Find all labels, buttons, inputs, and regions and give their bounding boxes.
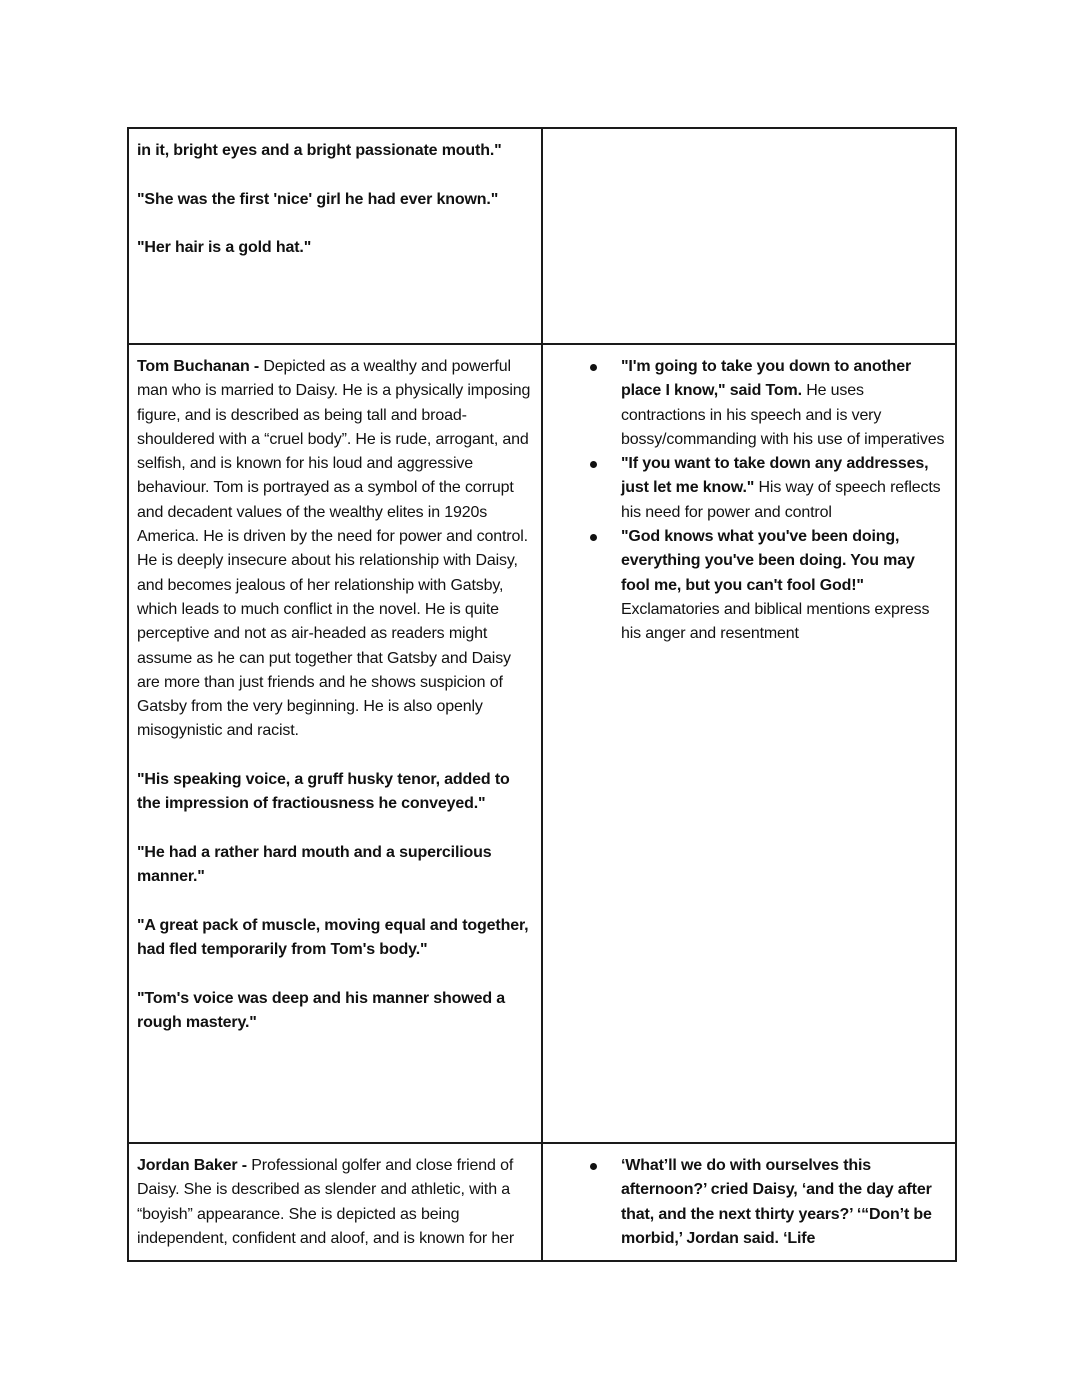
quote: "She was the first 'nice' girl he had ever known." xyxy=(137,190,499,208)
dialogue-analysis-cell xyxy=(542,128,956,344)
dialogue-quote: "If you want to take down any addresses, just let me know." xyxy=(621,455,929,497)
character-name: Jordan Baker - xyxy=(137,1157,247,1174)
cell-content xyxy=(137,1154,533,1258)
quote: in it, bright eyes and a bright passionate mouth." xyxy=(137,142,502,159)
bullet-icon xyxy=(590,461,597,468)
dialogue-list xyxy=(551,355,947,647)
cell-content xyxy=(551,1154,947,1258)
character-name: Tom Buchanan - xyxy=(137,358,260,375)
table-row-tom-buchanan xyxy=(128,344,956,1143)
character-description-cell xyxy=(128,344,542,1143)
character-analysis-table xyxy=(127,127,957,1262)
list-item xyxy=(621,452,947,525)
dialogue-analysis: He uses contractions in his speech and is very bossy/commanding with his use of imperatives xyxy=(621,382,945,448)
quote: "Her hair is a gold hat." xyxy=(137,239,312,257)
dialogue-analysis-cell xyxy=(542,344,956,1143)
dialogue-analysis: Exclamatories and biblical mentions express his anger and resentment xyxy=(621,600,930,643)
list-item xyxy=(621,1154,947,1251)
character-description-cell xyxy=(128,1143,542,1261)
table-row-daisy-continued xyxy=(128,128,956,344)
quote: "He had a rather hard mouth and a supercilious manner." xyxy=(137,843,492,886)
list-item xyxy=(621,355,947,452)
character-description-cell xyxy=(128,128,542,344)
bullet-icon xyxy=(590,1163,597,1170)
bullet-icon xyxy=(590,364,597,371)
dialogue-analysis: His way of speech reflects his need for power and control xyxy=(621,479,941,521)
description-text: Depicted as a wealthy and powerful man who is married to Daisy. He is a physically imposing figure, and is described as being tall and broad-shouldered with a “cruel body”. He is rude, arrogant, and selfish, and is known for his loud and aggressive behaviour. Tom is portrayed as a symbol of the corrupt and decadent values of the wealthy elites in 1920s America. He is driven by the need for power and control. He is deeply insecure about his relationship with Daisy, and becomes jealous of her relationship with Gatsby, which leads to much conflict in the novel. He is quite perceptive and not as air-headed as readers might assume as he can put together that Gatsby and Daisy are more than just friends and he shows suspicion of Gatsby from the very beginning. He is also openly misogynistic and racist. xyxy=(137,358,531,740)
dialogue-quote: ‘What’ll we do with ourselves this afternoon?’ cried Daisy, ‘and the day after that, and the next thirty years?’ ‘“Don’t be morbid,’ Jordan said. ‘Life xyxy=(621,1157,932,1247)
character-description xyxy=(137,1154,533,1251)
quote: "His speaking voice, a gruff husky tenor, added to the impression of fractiousness he conveyed." xyxy=(137,771,510,813)
quote: "Tom's voice was deep and his manner showed a rough mastery." xyxy=(137,989,506,1032)
dialogue-analysis-cell xyxy=(542,1143,956,1261)
quote: "A great pack of muscle, moving equal and together, had fled temporarily from Tom's body." xyxy=(137,916,529,959)
description-text: Professional golfer and close friend of Daisy. She is described as slender and athletic, with a “boyish” appearance. She is depicted as being independent, confident and aloof, and is known for her xyxy=(137,1157,515,1247)
bullet-icon xyxy=(590,534,597,541)
dialogue-quote: "I'm going to take you down to another place I know," said Tom. xyxy=(621,358,912,400)
character-description xyxy=(137,355,533,744)
dialogue-quote: "God knows what you've been doing, everything you've been doing. You may fool me, but you can't fool God!" xyxy=(621,528,915,594)
list-item xyxy=(621,525,947,646)
dialogue-list xyxy=(551,1154,947,1251)
table-row-jordan-baker xyxy=(128,1143,956,1261)
